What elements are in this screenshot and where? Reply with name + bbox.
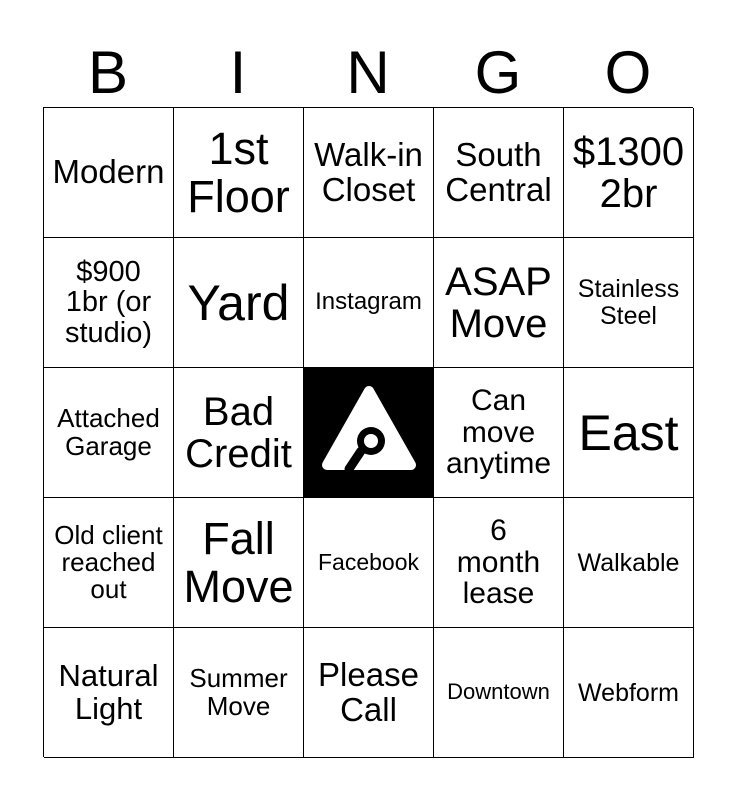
bingo-cell[interactable] — [434, 498, 564, 628]
bingo-cell[interactable] — [174, 498, 304, 628]
bingo-cell[interactable] — [174, 108, 304, 238]
cell-label: Webform — [578, 678, 679, 707]
cell-label: 1st Floor — [187, 123, 290, 222]
triangle-magnifier-logo-icon — [305, 369, 433, 497]
bingo-cell[interactable] — [434, 368, 564, 498]
cell-label: Bad Credit — [185, 389, 292, 476]
bingo-cell[interactable] — [304, 498, 434, 628]
bingo-cell[interactable] — [564, 628, 694, 758]
cell-label: 6 month lease — [456, 514, 541, 611]
bingo-cell[interactable] — [304, 238, 434, 368]
header-letter-i: I — [229, 39, 247, 106]
cell-label: Walk-in Closet — [314, 135, 423, 208]
cell-label: $1300 2br — [572, 129, 685, 216]
cell-label: Stainless Steel — [577, 275, 680, 330]
bingo-cell[interactable] — [564, 238, 694, 368]
cell-label: South Central — [445, 135, 552, 208]
bingo-cell[interactable] — [564, 498, 694, 628]
cell-label: Old client reached out — [54, 519, 163, 605]
bingo-cell[interactable] — [174, 628, 304, 758]
bingo-cell[interactable] — [44, 238, 174, 368]
cell-label: Instagram — [315, 288, 422, 316]
bingo-cell[interactable] — [434, 238, 564, 368]
cell-label: Summer Move — [189, 663, 288, 721]
bingo-cell[interactable] — [564, 368, 694, 498]
header-letter-o: O — [604, 39, 652, 106]
cell-label: $900 1br (or studio) — [64, 255, 153, 349]
bingo-header — [43, 40, 693, 106]
bingo-cell[interactable] — [564, 108, 694, 238]
bingo-cell[interactable] — [434, 108, 564, 238]
cell-label: Fall Move — [183, 513, 294, 612]
bingo-cell[interactable] — [174, 368, 304, 498]
bingo-cell[interactable] — [304, 628, 434, 758]
bingo-cell[interactable] — [304, 108, 434, 238]
header-letter-g: G — [474, 39, 522, 106]
cell-label: ASAP Move — [445, 259, 552, 346]
cell-label: Walkable — [577, 548, 680, 577]
header-letter-n: N — [346, 39, 390, 106]
bingo-cell[interactable] — [174, 238, 304, 368]
cell-label: East — [578, 404, 679, 461]
bingo-cell[interactable] — [44, 368, 174, 498]
bingo-cell[interactable] — [44, 108, 174, 238]
cell-label: Attached Garage — [57, 403, 160, 461]
cell-label: Please Call — [318, 655, 419, 728]
cell-label: Downtown — [447, 679, 550, 705]
bingo-board — [43, 107, 693, 757]
header-letter-b: B — [87, 39, 129, 106]
cell-label: Natural Light — [58, 657, 159, 726]
bingo-cell[interactable] — [434, 628, 564, 758]
bingo-cell[interactable] — [44, 628, 174, 758]
cell-label: Can move anytime — [445, 384, 552, 481]
free-space[interactable] — [304, 368, 434, 498]
cell-label: Yard — [187, 274, 290, 331]
cell-label: Modern — [52, 153, 165, 191]
cell-label: Facebook — [317, 548, 419, 575]
bingo-cell[interactable] — [44, 498, 174, 628]
